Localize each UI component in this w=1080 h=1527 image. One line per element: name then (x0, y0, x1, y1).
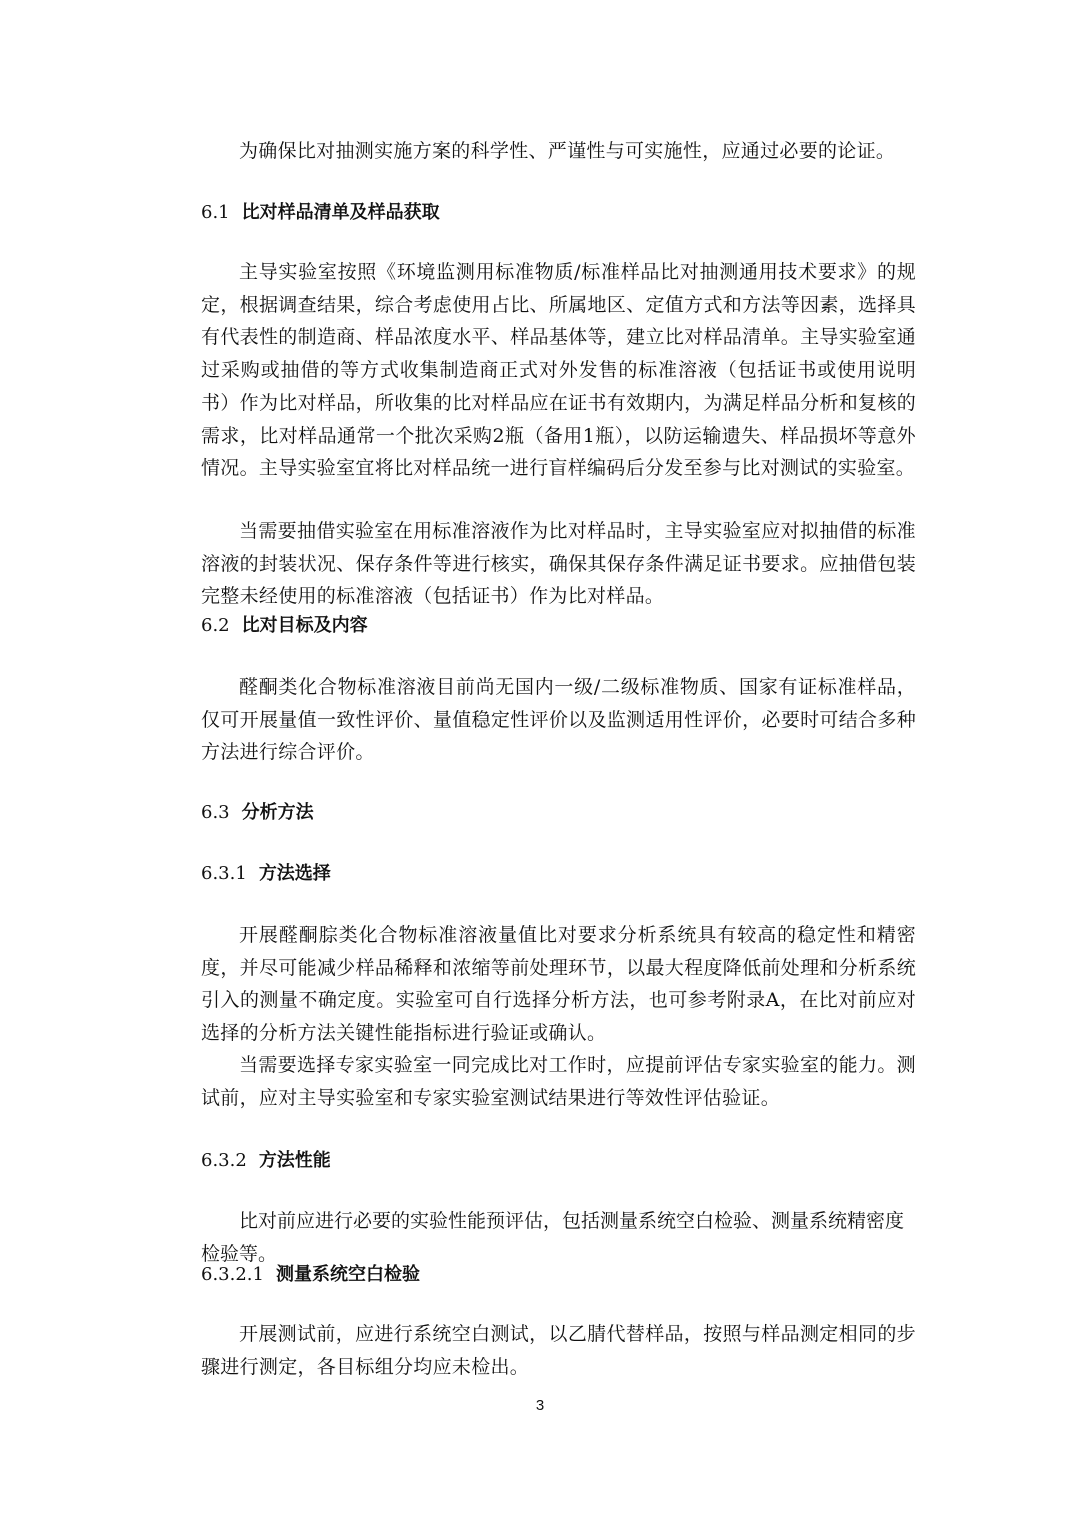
section-6-3-heading (201, 800, 314, 826)
section-6-3-2-heading (201, 1148, 331, 1174)
intro-paragraph: 为确保比对抽测实施方案的科学性、严谨性与可实施性，应通过必要的论证。 (239, 140, 896, 162)
section-6-1-paragraph-2: 当需要抽借实验室在用标准溶液作为比对样品时，主导实验室应对拟抽借的标准溶液的封装状况、保存条件等进行核实，确保其保存条件满足证书要求。应抽借包装完整未经使用的标准溶液（包括证书）作为比对样品。 (201, 520, 916, 608)
section-6-3-1-heading (201, 861, 331, 887)
section-6-3-2-paragraph-1: 比对前应进行必要的实验性能预评估，包括测量系统空白检验、测量系统精密度检验等。 (201, 1210, 905, 1265)
section-6-2-paragraph-1: 醛酮类化合物标准溶液目前尚无国内一级/二级标准物质、国家有证标准样品，仅可开展量值一致性评价、量值稳定性评价以及监测适用性评价，必要时可结合多种方法进行综合评价。 (201, 676, 916, 764)
section-number: 6.3 (201, 802, 230, 823)
section-number: 6.3.1 (201, 863, 247, 884)
section-title: 比对样品清单及样品获取 (241, 202, 440, 223)
section-number: 6.2 (201, 615, 230, 636)
section-6-3-2-1-heading (201, 1262, 420, 1288)
section-6-3-2-1-paragraph-1: 开展测试前，应进行系统空白测试，以乙腈代替样品，按照与样品测定相同的步骤进行测定，各目标组分均应未检出。 (201, 1323, 916, 1378)
section-number: 6.3.2 (201, 1150, 247, 1171)
section-title: 方法选择 (258, 863, 331, 884)
section-title: 分析方法 (241, 802, 314, 823)
page-number: 3 (535, 1397, 545, 1414)
section-6-3-1-paragraph-1: 开展醛酮腙类化合物标准溶液量值比对要求分析系统具有较高的稳定性和精密度，并尽可能减少样品稀释和浓缩等前处理环节，以最大程度降低前处理和分析系统引入的测量不确定度。实验室可自行选择分析方法，也可参考附录A，在比对前应对选择的分析方法关键性能指标进行验证或确认。 (201, 924, 916, 1045)
section-title: 方法性能 (258, 1150, 331, 1171)
section-number: 6.1 (201, 202, 230, 223)
section-title: 比对目标及内容 (241, 615, 368, 636)
section-6-3-1-paragraph-2: 当需要选择专家实验室一同完成比对工作时，应提前评估专家实验室的能力。测试前，应对主导实验室和专家实验室测试结果进行等效性评估验证。 (201, 1054, 916, 1109)
section-title: 测量系统空白检验 (275, 1264, 420, 1285)
section-6-1-heading (201, 200, 440, 226)
section-number: 6.3.2.1 (201, 1264, 264, 1285)
section-6-2-heading (201, 613, 368, 639)
section-6-1-paragraph-1: 主导实验室按照《环境监测用标准物质/标准样品比对抽测通用技术要求》的规定，根据调查结果，综合考虑使用占比、所属地区、定值方式和方法等因素，选择具有代表性的制造商、样品浓度水平、样品基体等，建立比对样品清单。主导实验室通过采购或抽借的等方式收集制造商正式对外发售的标准溶液（包括证书或使用说明书）作为比对样品，所收集的比对样品应在证书有效期内，为满足样品分析和复核的需求，比对样品通常一个批次采购2瓶（备用1瓶），以防运输遗失、样品损坏等意外情况。主导实验室宜将比对样品统一进行盲样编码后分发至参与比对测试的实验室。 (201, 261, 916, 480)
